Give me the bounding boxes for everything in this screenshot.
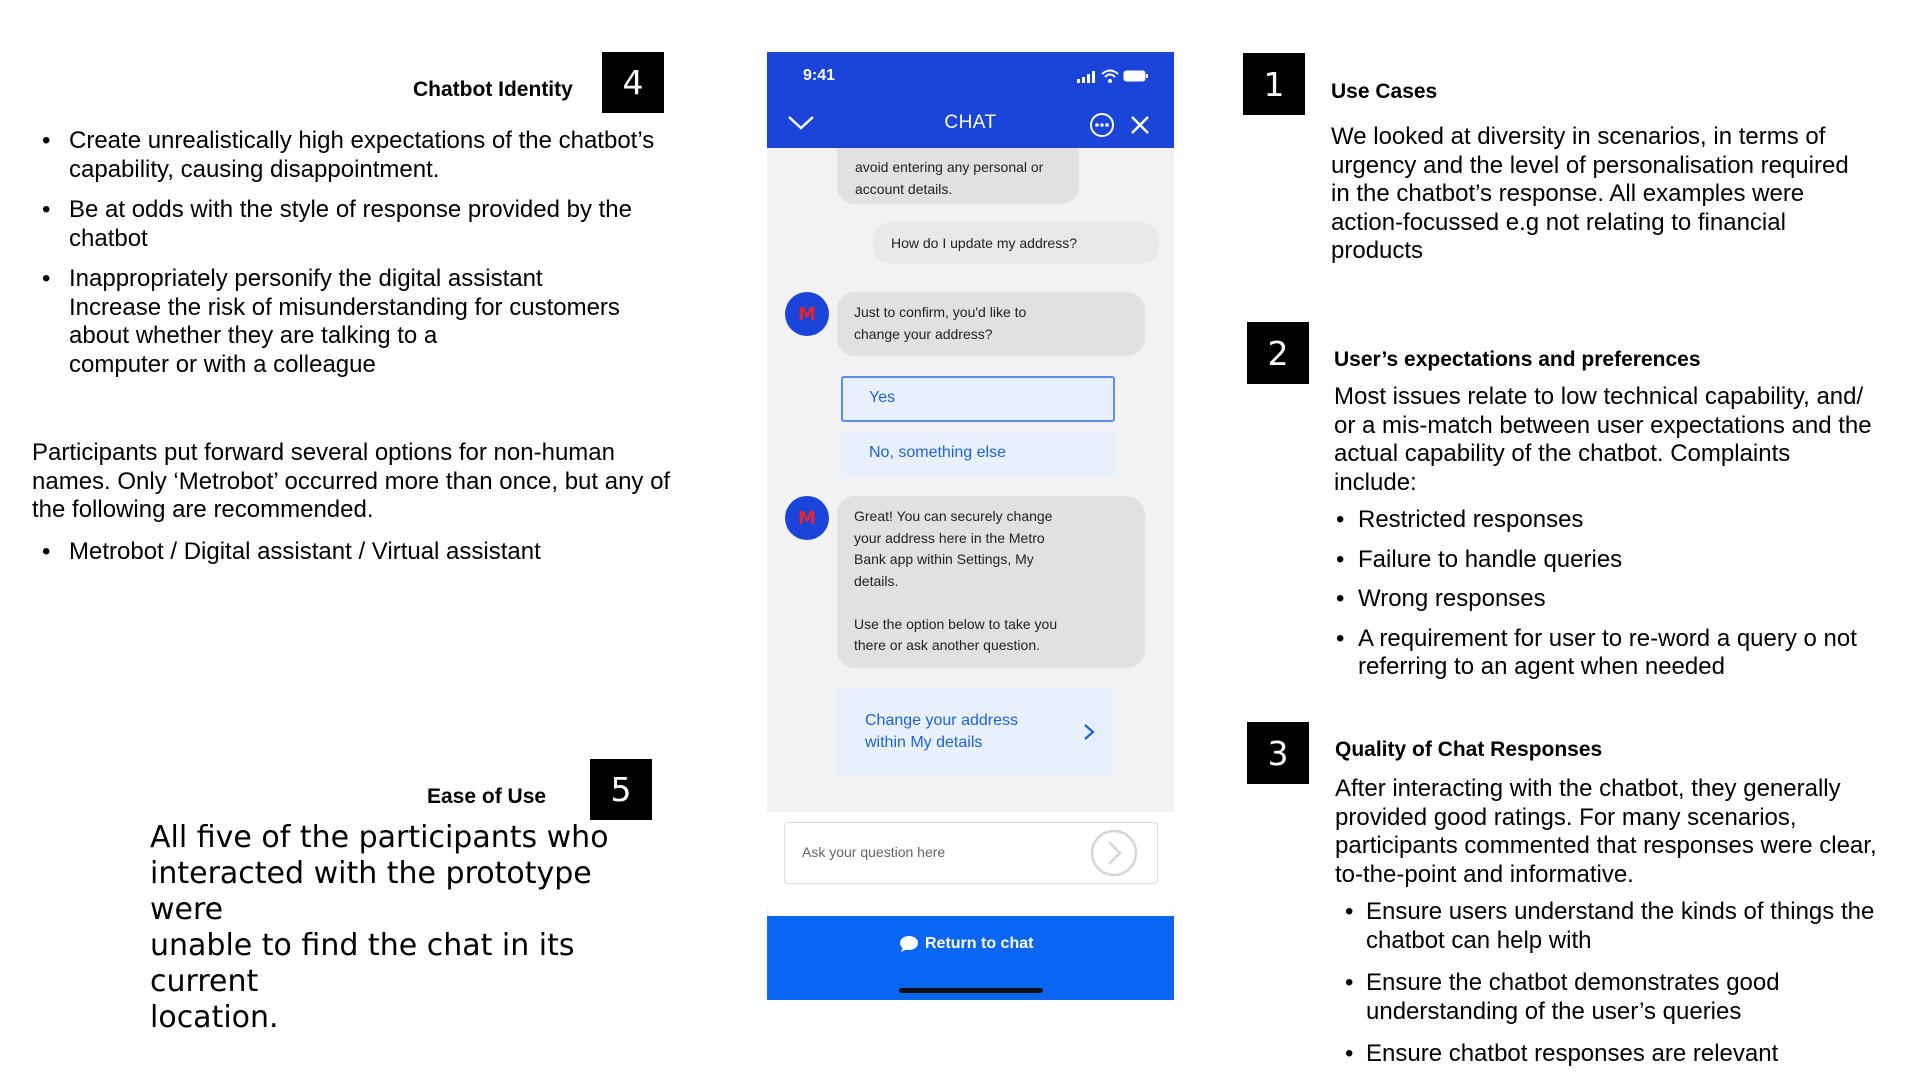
section-3-bullet: • Ensure the chatbot demonstrates good understanding of the user’s queries bbox=[1335, 969, 1915, 1026]
body-line: Most issues relate to low technical capability, and/ bbox=[1334, 383, 1864, 410]
message-line: Bank app within Settings, My bbox=[854, 551, 1034, 567]
return-to-chat-label: Return to chat bbox=[925, 935, 1034, 952]
body-line: urgency and the level of personalisation required bbox=[1331, 151, 1849, 179]
section-2-bullet: • Wrong responses bbox=[1334, 585, 1904, 614]
message-line: Just to confirm, you'd like to bbox=[854, 304, 1027, 320]
message-line: Great! You can securely change bbox=[854, 508, 1053, 524]
body-line: actual capability of the chatbot. Complaints bbox=[1334, 440, 1791, 467]
section-2-bullet: • Restricted responses bbox=[1334, 506, 1904, 535]
section-4-number-badge: 4 bbox=[602, 52, 664, 113]
message-line: there or ask another question. bbox=[854, 637, 1041, 653]
battery-icon bbox=[1123, 70, 1149, 82]
input-placeholder: Ask your question here bbox=[802, 844, 946, 860]
link-line: Change your address bbox=[865, 712, 1018, 729]
user-message-bubble bbox=[873, 222, 1159, 264]
section-2-body bbox=[1334, 383, 1904, 497]
section-4-bullet: • Create unrealistically high expectations of the chatbot’s capability, causing disappointment. bbox=[32, 127, 692, 184]
more-options-icon[interactable] bbox=[1089, 112, 1115, 138]
chevron-right-icon bbox=[1083, 723, 1095, 741]
option-no-button[interactable] bbox=[841, 431, 1115, 477]
section-4-bullets bbox=[32, 127, 692, 391]
section-5-title: Ease of Use bbox=[427, 785, 547, 808]
body-line: action-focussed e.g not relating to financial bbox=[1331, 208, 1786, 236]
body-line: participants commented that responses were clear, bbox=[1335, 832, 1877, 859]
section-3-body bbox=[1335, 775, 1915, 889]
option-no-label: No, something else bbox=[869, 444, 1006, 461]
body-line: provided good ratings. For many scenarios, bbox=[1335, 803, 1797, 831]
signal-icon bbox=[1077, 71, 1097, 83]
section-2-bullet: • Failure to handle queries bbox=[1334, 546, 1904, 575]
body-line: unable to find the chat in its current bbox=[150, 928, 575, 999]
section-3-number-badge: 3 bbox=[1247, 722, 1309, 784]
paragraph-line: the following are recommended. bbox=[32, 496, 374, 523]
section-2-bullets bbox=[1334, 506, 1904, 693]
wifi-icon bbox=[1101, 69, 1119, 83]
change-address-link-card[interactable] bbox=[837, 688, 1113, 776]
section-4-bullet: • Be at odds with the style of response provided by the chatbot bbox=[32, 196, 692, 253]
close-icon[interactable] bbox=[1129, 114, 1151, 136]
link-line: within My details bbox=[865, 733, 983, 751]
chat-bubble-icon bbox=[899, 935, 919, 953]
section-4-bullet: • Inappropriately personify the digital assistant Increase the risk of misunderstanding for customers about whether they are talking to a computer or with a colleague bbox=[32, 265, 692, 379]
paragraph-line: Participants put forward several options for non-human bbox=[32, 439, 615, 466]
bot-confirm-bubble bbox=[837, 292, 1145, 356]
section-4-title: Chatbot Identity bbox=[413, 78, 573, 101]
body-line: to-the-point and informative. bbox=[1335, 860, 1634, 888]
section-2-bullet: • A requirement for user to re-word a query o not referring to an agent when needed bbox=[1334, 625, 1904, 682]
section-1-number-badge: 1 bbox=[1243, 53, 1305, 115]
option-yes-label: Yes bbox=[869, 389, 896, 406]
section-2-number-badge: 2 bbox=[1247, 322, 1309, 384]
return-to-chat-bar[interactable] bbox=[767, 916, 1174, 1000]
send-icon[interactable] bbox=[1089, 828, 1139, 878]
option-yes-button[interactable] bbox=[841, 376, 1115, 422]
chat-title: CHAT bbox=[944, 112, 997, 133]
body-line: location. bbox=[150, 1000, 279, 1035]
section-3-bullets bbox=[1335, 898, 1915, 1081]
name-options-bullet: • Metrobot / Digital assistant / Virtual assistant bbox=[32, 538, 692, 567]
section-1-title: Use Cases bbox=[1331, 80, 1438, 103]
section-1-body bbox=[1331, 123, 1901, 266]
section-4-name-options bbox=[32, 538, 692, 579]
body-line: All five of the participants who bbox=[150, 820, 609, 855]
body-line: products bbox=[1331, 237, 1424, 264]
section-5-number-badge: 5 bbox=[590, 759, 652, 820]
message-line: account details. bbox=[855, 180, 953, 197]
section-2-title: User’s expectations and preferences bbox=[1334, 348, 1701, 371]
message-line: change your address? bbox=[854, 325, 993, 342]
message-line: your address here in the Metro bbox=[854, 529, 1045, 546]
section-3-title: Quality of Chat Responses bbox=[1335, 738, 1603, 761]
body-line: include: bbox=[1334, 468, 1417, 496]
body-line: After interacting with the chatbot, they generally bbox=[1335, 775, 1841, 802]
user-message-text: How do I update my address? bbox=[891, 235, 1077, 251]
paragraph-line: names. Only ‘Metrobot’ occurred more than once, but any of bbox=[32, 467, 671, 495]
question-input[interactable] bbox=[784, 822, 1158, 884]
message-line: Use the option below to take you bbox=[854, 615, 1058, 632]
bot-avatar: M bbox=[785, 496, 829, 540]
chat-header bbox=[767, 52, 1174, 148]
status-time: 9:41 bbox=[803, 67, 836, 84]
section-5-body bbox=[150, 820, 670, 1036]
section-4-paragraph bbox=[32, 439, 722, 525]
section-3-bullet: • Ensure chatbot responses are relevant bbox=[1335, 1040, 1915, 1069]
message-line: details. bbox=[854, 572, 899, 589]
body-line: in the chatbot’s response. All examples were bbox=[1331, 180, 1805, 207]
bot-answer-bubble bbox=[837, 496, 1145, 668]
message-line: avoid entering any personal or bbox=[855, 159, 1044, 175]
home-indicator bbox=[899, 988, 1043, 993]
phone-mockup bbox=[767, 52, 1174, 1000]
body-line: interacted with the prototype were bbox=[150, 856, 592, 927]
body-line: or a mis-match between user expectations and the bbox=[1334, 411, 1872, 439]
section-3-bullet: • Ensure users understand the kinds of things the chatbot can help with bbox=[1335, 898, 1915, 955]
bot-avatar: M bbox=[785, 292, 829, 336]
body-line: We looked at diversity in scenarios, in terms of bbox=[1331, 123, 1826, 150]
